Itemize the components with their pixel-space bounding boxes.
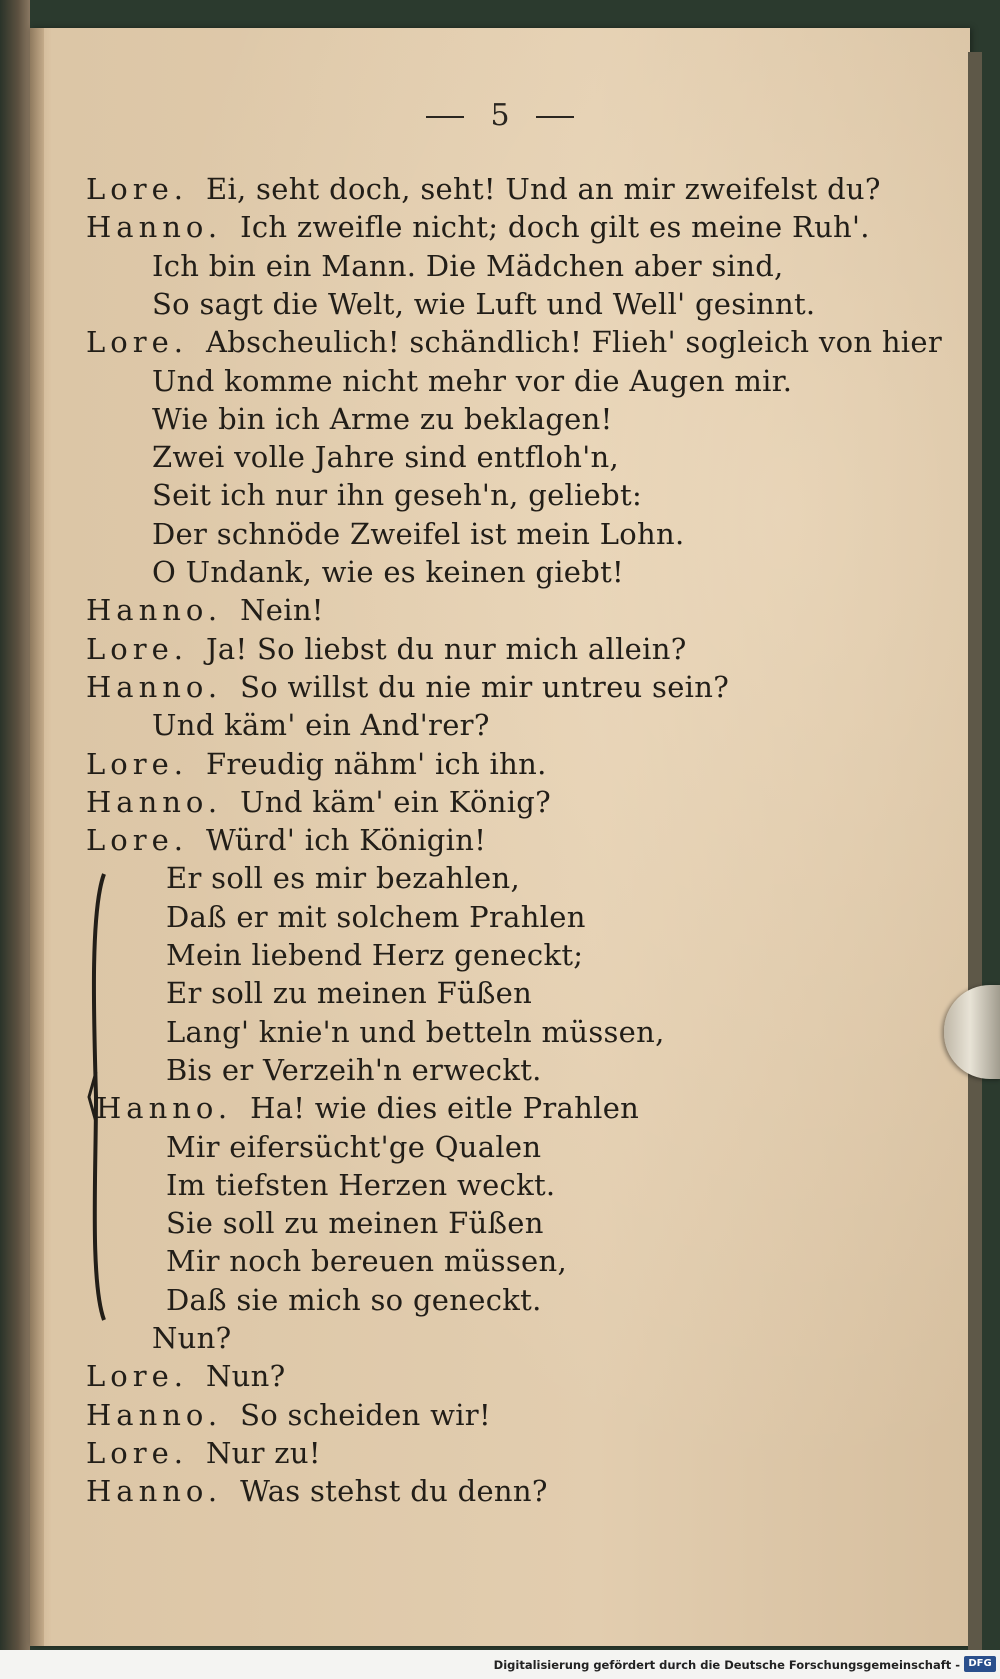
dfg-logo: DFG — [964, 1656, 996, 1672]
play-line — [86, 785, 551, 819]
line-text: Ich bin ein Mann. Die Mädchen aber sind, — [152, 249, 784, 283]
play-line — [86, 1474, 548, 1508]
play-line — [152, 708, 490, 742]
line-text: So willst du nie mir untreu sein? — [240, 670, 730, 704]
page-number: 5 — [490, 98, 510, 133]
play-line — [152, 478, 642, 512]
line-text: Nun? — [205, 1359, 286, 1393]
play-line — [166, 1283, 542, 1317]
play-line — [152, 402, 613, 436]
play-line — [86, 1398, 491, 1432]
play-line — [86, 670, 729, 704]
line-text: Daß sie mich so geneckt. — [166, 1283, 542, 1317]
play-line — [86, 747, 547, 781]
play-line — [96, 1091, 639, 1125]
line-text: Nun? — [152, 1321, 232, 1355]
line-text: Sie soll zu meinen Füßen — [166, 1206, 544, 1240]
speaker-name: Lore. — [86, 1436, 188, 1470]
play-line — [86, 1359, 285, 1393]
speaker-name: Hanno. — [86, 593, 223, 627]
play-line — [166, 1244, 567, 1278]
line-text: Würd' ich Königin! — [205, 823, 487, 857]
line-text: Ei, seht doch, seht! Und an mir zweifelst du? — [205, 172, 881, 206]
line-text: Zwei volle Jahre sind entfloh'n, — [152, 440, 619, 474]
speaker-name: Lore. — [86, 823, 188, 857]
line-text: Nein! — [240, 593, 324, 627]
speaker-name: Lore. — [86, 325, 188, 359]
play-line — [166, 861, 520, 895]
speaker-name: Lore. — [86, 747, 188, 781]
footer-credit: Digitalisierung gefördert durch die Deutsche Forschungsgemeinschaft - — [493, 1658, 960, 1672]
line-text: Nur zu! — [205, 1436, 321, 1470]
speaker-name: Hanno. — [86, 785, 223, 819]
line-text: O Undank, wie es keinen giebt! — [152, 555, 625, 589]
speaker-name: Lore. — [86, 172, 188, 206]
speaker-name: Hanno. — [96, 1091, 233, 1125]
line-text: So sagt die Welt, wie Luft und Well' gesinnt. — [152, 287, 816, 321]
play-line — [166, 1015, 665, 1049]
play-line — [86, 593, 324, 627]
play-line — [86, 210, 870, 244]
play-line — [152, 555, 624, 589]
line-text: Daß er mit solchem Prahlen — [166, 900, 586, 934]
play-line — [166, 976, 532, 1010]
line-text: Mir eifersücht'ge Qualen — [166, 1130, 542, 1164]
line-text: Und käm' ein König? — [240, 785, 552, 819]
line-text: Ha! wie dies eitle Prahlen — [250, 1091, 640, 1125]
speaker-name: Hanno. — [86, 670, 223, 704]
play-line — [166, 900, 586, 934]
play-line — [86, 823, 486, 857]
duet-brace — [86, 872, 110, 1322]
play-line — [86, 325, 942, 359]
play-line — [152, 440, 619, 474]
play-line — [166, 1168, 555, 1202]
play-line — [152, 517, 685, 551]
line-text: So scheiden wir! — [240, 1398, 491, 1432]
speaker-name: Hanno. — [86, 210, 223, 244]
play-line — [86, 632, 687, 666]
line-text: Und käm' ein And'rer? — [152, 708, 490, 742]
line-text: Er soll es mir bezahlen, — [166, 861, 520, 895]
line-text: Wie bin ich Arme zu beklagen! — [152, 402, 613, 436]
line-text: Ja! So liebst du nur mich allein? — [205, 632, 687, 666]
line-text: Bis er Verzeih'n erweckt. — [166, 1053, 542, 1087]
play-line — [152, 1321, 231, 1355]
play-line — [166, 938, 583, 972]
speaker-name: Hanno. — [86, 1398, 223, 1432]
play-line — [166, 1206, 544, 1240]
line-text: Im tiefsten Herzen weckt. — [166, 1168, 556, 1202]
line-text: Und komme nicht mehr vor die Augen mir. — [152, 364, 793, 398]
line-text: Was stehst du denn? — [240, 1474, 548, 1508]
play-line — [86, 172, 881, 206]
play-line — [152, 249, 784, 283]
line-text: Mein liebend Herz geneckt; — [166, 938, 584, 972]
play-line — [86, 1436, 321, 1470]
speaker-name: Lore. — [86, 1359, 188, 1393]
play-line — [166, 1130, 541, 1164]
line-text: Abscheulich! schändlich! Flieh' sogleich von hier — [205, 325, 943, 359]
line-text: Freudig nähm' ich ihn. — [205, 747, 547, 781]
speaker-name: Lore. — [86, 632, 188, 666]
play-line — [152, 364, 792, 398]
play-line — [166, 1053, 542, 1087]
line-text: Lang' knie'n und betteln müssen, — [166, 1015, 665, 1049]
speaker-name: Hanno. — [86, 1474, 223, 1508]
line-text: Er soll zu meinen Füßen — [166, 976, 533, 1010]
line-text: Seit ich nur ihn geseh'n, geliebt: — [152, 478, 643, 512]
line-text: Ich zweifle nicht; doch gilt es meine Ruh'. — [240, 210, 870, 244]
line-text: Mir noch bereuen müssen, — [166, 1244, 568, 1278]
line-text: Der schnöde Zweifel ist mein Lohn. — [152, 517, 685, 551]
play-line — [152, 287, 815, 321]
footer-bar — [0, 1650, 1000, 1679]
